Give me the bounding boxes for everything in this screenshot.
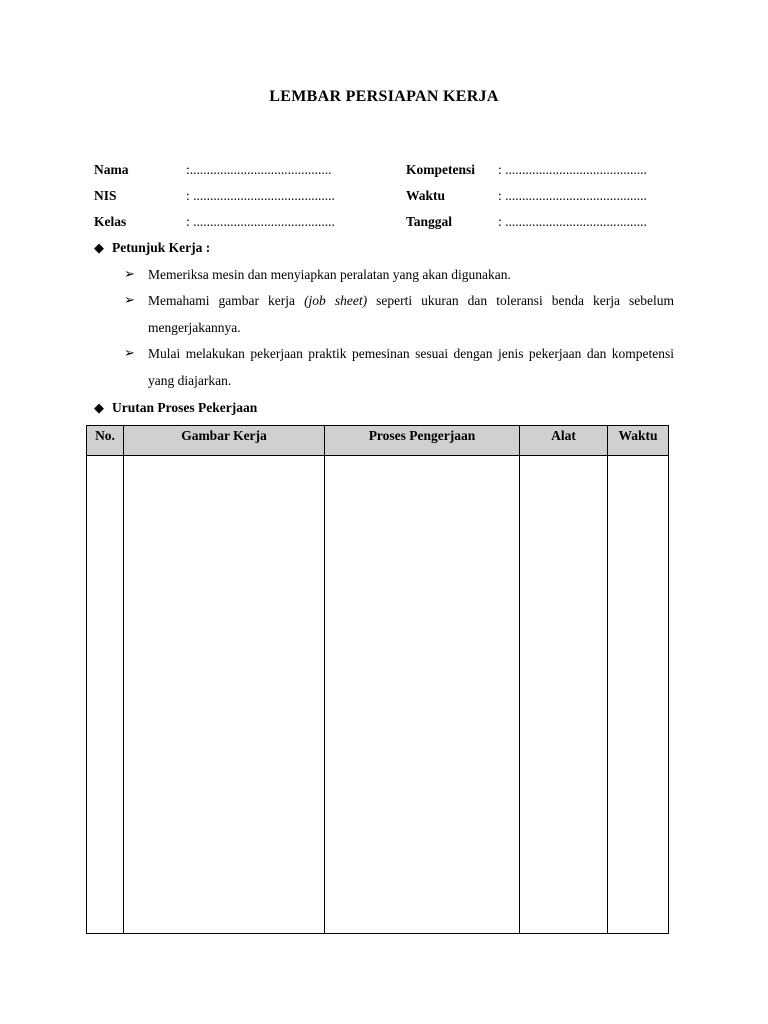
field-label-kelas: Kelas [94, 214, 127, 229]
instruction-item [124, 288, 674, 341]
instruction-text-pre: Memahami gambar kerja [148, 293, 305, 308]
field-label-nama: Nama [94, 162, 129, 177]
field-label-tanggal: Tanggal [406, 214, 453, 229]
diamond-bullet-icon: ◆ [94, 400, 104, 415]
instruction-text: Memeriksa mesin dan menyiapkan peralatan yang akan digunakan. [148, 267, 511, 282]
instruction-item [124, 341, 674, 394]
field-value-kompetensi: : .......................................... [498, 162, 647, 177]
arrow-bullet-icon: ➢ [124, 267, 135, 282]
instruction-text-italic: (job sheet) [304, 293, 368, 308]
field-label-waktu: Waktu [406, 188, 446, 203]
table-cell-no[interactable] [87, 456, 124, 934]
field-value-tanggal: : .......................................... [498, 214, 647, 229]
column-header-gambar-kerja: Gambar Kerja [124, 426, 325, 456]
instruction-item [124, 262, 674, 289]
column-header-waktu: Waktu [608, 426, 669, 456]
instructions-heading-text: Petunjuk Kerja : [112, 240, 211, 255]
table-cell-waktu[interactable] [608, 456, 669, 934]
arrow-bullet-icon: ➢ [124, 346, 135, 361]
field-value-nama: :.......................................... [186, 162, 332, 177]
process-table [86, 425, 669, 934]
instruction-text: Mulai melakukan pekerjaan praktik pemesinan sesuai dengan jenis pekerjaan dan kompetensi yang diajarkan. [148, 346, 674, 388]
table-cell-proses-pengerjaan[interactable] [325, 456, 520, 934]
table-cell-alat[interactable] [520, 456, 608, 934]
process-heading [94, 400, 257, 416]
column-header-proses-pengerjaan: Proses Pengerjaan [325, 426, 520, 456]
table-cell-gambar-kerja[interactable] [124, 456, 325, 934]
instruction-text-post: seperti ukuran dan toleransi benda kerja sebelum mengerjakannya. [148, 293, 675, 335]
instructions-heading [94, 240, 210, 256]
field-label-nis: NIS [94, 188, 117, 203]
field-label-kompetensi: Kompetensi [406, 162, 475, 177]
table-row [87, 456, 669, 934]
field-value-nis: : .......................................... [186, 188, 335, 203]
column-header-no: No. [87, 426, 124, 456]
page-title: LEMBAR PERSIAPAN KERJA [269, 88, 499, 105]
process-heading-text: Urutan Proses Pekerjaan [112, 400, 258, 415]
field-value-kelas: : .......................................... [186, 214, 335, 229]
field-value-waktu: : .......................................... [498, 188, 647, 203]
column-header-alat: Alat [520, 426, 608, 456]
table-header-row [87, 426, 669, 456]
diamond-bullet-icon: ◆ [94, 240, 104, 255]
arrow-bullet-icon: ➢ [124, 293, 135, 308]
